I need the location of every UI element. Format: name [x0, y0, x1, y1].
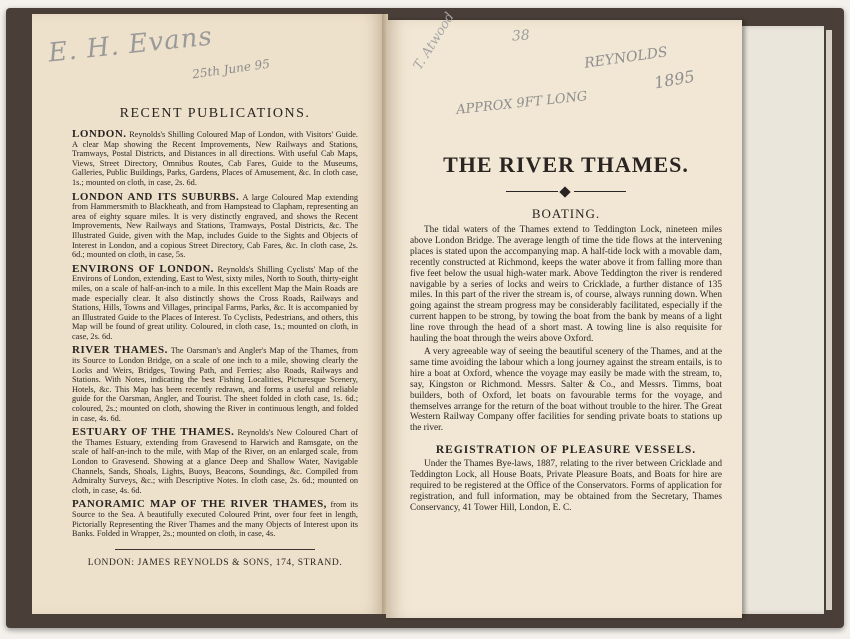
entry-title: PANORAMIC MAP OF THE RIVER THAMES, — [72, 498, 327, 511]
underlying-page — [740, 26, 824, 614]
publisher-imprint: LONDON: JAMES REYNOLDS & SONS, 174, STRAND. — [87, 557, 343, 568]
publication-entry — [72, 500, 358, 538]
section-heading-boating: BOATING. — [531, 206, 601, 221]
owner-signature: E. H. Evans — [46, 21, 215, 69]
signature-date: 25th June 95 — [191, 56, 271, 82]
pencil-note: T. Atwood — [410, 10, 458, 73]
entry-title: ESTUARY OF THE THAMES. — [72, 426, 235, 439]
publication-entry — [72, 130, 358, 188]
publication-entry — [72, 190, 358, 260]
divider — [115, 549, 315, 550]
pencil-note: 38 — [511, 27, 531, 45]
entry-title: RIVER THAMES. — [72, 344, 168, 357]
entry-text: The Oarsman's and Angler's Map of the Thames, from its Source to London Bridge, on a scale of one inch to a mile, showing clearly the Locks and Weirs, Bridges, Towing Path, and Ferries; also Roads, Railways and Stations. With Notes, indicating the best Fishing Localities, Picturesque Scenery, Hotels, &c. This Map has been recently redrawn, and forms a useful and reliable guide for the Oarsman, Angler, and Tourist. The sheet folded in cloth case, 1s. 6d.; coloured, 2s.; mounted on cloth, showing the River in continuous length, and folded in case, 4s. 6d. — [72, 346, 358, 423]
entry-title: ENVIRONS OF LONDON. — [72, 262, 214, 275]
entry-text: Reynolds's New Coloured Chart of the Thames Estuary, extending from Gravesend to Harwich and Ramsgate, on the scale of half-an-inch to the mile, with Map of the River, on an enlarged scale, from London to Gravesend. Showing at a glance Deep and Shallow Water, Navigable Channels, Sands, Shoals, Lights, Buoys, Beacons, Soundings, &c. Compiled from Admiralty Surveys, &c.; with Descriptive Notes. In cloth case, 2s. 6d.; mounted on cloth, in case, 4s. 6d. — [72, 428, 358, 495]
entry-text: A large Coloured Map extending from Hammersmith to Blackheath, and from Hampstead to Clapham, representing an area of eighty square miles. It is very distinctly engraved, and shows the Recent Improvements, New Railways and Stations, Tramways, Postal Districts, &c. The Illustrated Guide, given with the Map, includes Guide to the Sights and Objects of Interest in London, and a copious Street Directory, Cab Fares, &c. In cloth case, 2s. 6d.; mounted on cloth, in case, 5s. — [72, 192, 358, 260]
publication-entry — [72, 346, 358, 423]
right-page — [386, 20, 742, 618]
publications-heading: RECENT PUBLICATIONS. — [119, 106, 311, 121]
left-page — [32, 14, 384, 614]
boating-paragraph-1: The tidal waters of the Thames extend to Teddington Lock, nineteen miles above London Bridge. The average length of time the tide flows at the intervening places is stated upon the accompanying map. A half-tide lock with a movable dam, recently constructed at Richmond, keeps the water above it from falling more than five feet below the usual high-water mark. Above Teddington the river is rendered navigable by a series of locks and weirs to Cricklade, a further distance of 135 miles. In this part of the river the stream is, of course, always running down. When going against the stream progress may be considerably facilitated, especially if the current happen to be strong, by towing the boat from the bank by means of a light line rove through the head of a short mast. A towing line is also requisite for hauling the boat through the weirs above Oxford. — [410, 225, 722, 345]
title-ornament — [506, 188, 626, 196]
entry-text: Reynolds's Shilling Cyclists' Map of the Environs of London, extending, East to West, sixty miles, North to South, thirty-eight miles, on a scale of half-an-inch to a mile. In this excellent Map the Main Roads are made especially clear. It also distinctly shows the Cross Roads, Railways and Stations, Hills, Towns and Villages, principal Farms, Parks, &c. It is accompanied by an Illustrated Guide to the Places of Interest. To Cyclists, Pedestrians, and others, this Map will be found of great utility. Coloured, in cloth case, 1s.; mounted on cloth, in case, 2s. 6d. — [72, 264, 358, 341]
entry-text: from its Source to the Sea. A beautifully executed Coloured Print, over four feet in length, Pictorially Representing the River Thames and the many Objects of Interest upon its Banks. Folded in Wrapper, 2s.; mounted on cloth, in case, 4s. — [72, 500, 358, 539]
entry-title: LONDON. — [72, 128, 127, 140]
publication-entry — [72, 262, 358, 342]
page-title: THE RIVER THAMES. — [443, 152, 689, 177]
entry-text: Reynolds's Shilling Coloured Map of London, with Visitors' Guide. A clear Map showing the Recent Improvements, New Railways and Stations, Tramways, Postal Districts, and Distances in all directions. With useful Cab Maps, Views, Street Directory, Omnibus Routes, Cab Fares, Guide to the Museums, Galleries, Public Buildings, Parks, Gardens, Places of Amusement, &c. In cloth case, 1s.; mounted on cloth, in case, 2s. 6d. — [72, 130, 358, 187]
boating-paragraph-2: A very agreeable way of seeing the beautiful scenery of the Thames, and at the same time avoiding the labour which a long journey against the stream entails, is to hire a boat at Oxford, whence the voyage may easily be made with the stream, to, say, Kingston or Richmond. Messrs. Salter & Co., and Messrs. Timms, boat builders, both of Oxford, let boats on favourable terms for the voyage, and themselves arrange for the return of the boat without trouble to the hirer. The Great Western Railway Company offer facilities for sending private boats to stations up the river. — [410, 346, 722, 434]
publication-entry — [72, 428, 358, 495]
section-heading-registration: REGISTRATION OF PLEASURE VESSELS. — [435, 444, 697, 457]
registration-paragraph: Under the Thames Bye-laws, 1887, relating to the river between Cricklade and Teddington Lock, all House Boats, Private Pleasure Boats, and Boats for hire are required to be registered at the Office of the Conservators. Forms of application for registration, and full information, may be obtained from the Secretary, Thames Conservancy, 41 Tower Hill, London, E. C. — [410, 459, 722, 513]
pencil-note: APPROX 9FT LONG — [455, 89, 589, 118]
pencil-note: REYNOLDS — [583, 44, 669, 72]
entry-title: LONDON AND ITS SUBURBS. — [72, 190, 240, 203]
page-edges — [826, 30, 832, 610]
pencil-note: 1895 — [652, 66, 697, 93]
